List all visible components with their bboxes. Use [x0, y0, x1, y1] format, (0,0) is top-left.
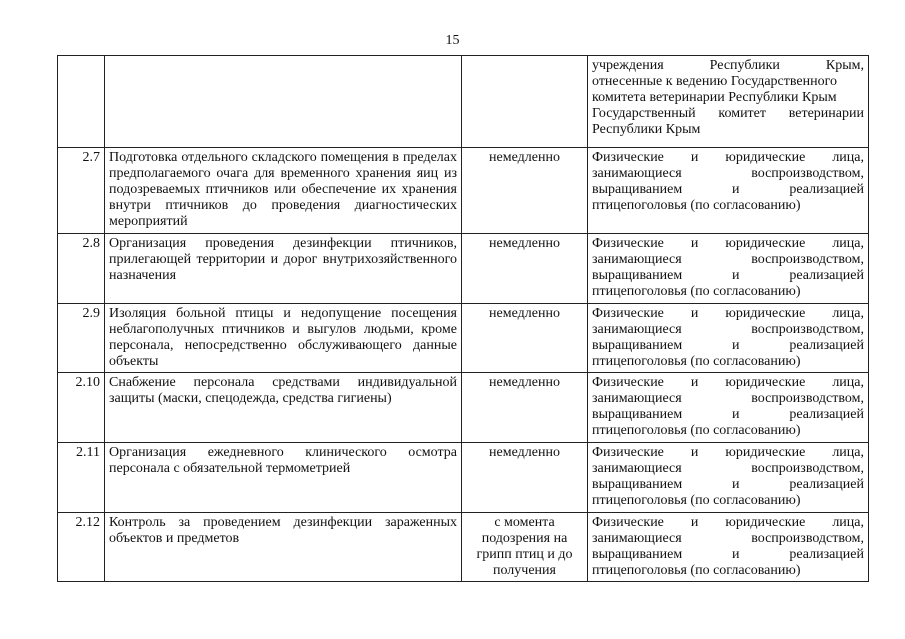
responsible-line: птицепоголовья (по согласованию) [592, 563, 801, 578]
responsible-line: Физические и юридические лица, [592, 515, 864, 530]
responsible-line: Государственный комитет ветеринарии [592, 106, 864, 121]
term-text: немедленно [462, 234, 588, 304]
responsible-line: птицепоголовья (по согласованию) [592, 284, 801, 299]
responsible-text [588, 443, 869, 513]
responsible-line: Республики Крым [592, 122, 701, 137]
responsible-line: выращиванием и реализацией [592, 268, 864, 283]
responsible-line: птицепоголовья (по согласованию) [592, 493, 801, 508]
measure-text: Изоляция больной птицы и недопущение посещения неблагополучных птичников и выгулов людьми, кроме персонала, непосредственно обслуживающего данные объекты [105, 304, 462, 373]
row-number: 2.9 [58, 304, 105, 373]
table-row [58, 373, 869, 443]
table-row [58, 513, 869, 582]
responsible-line: выращиванием и реализацией [592, 182, 864, 197]
responsible-line: выращиванием и реализацией [592, 338, 864, 353]
term-text: с момента подозрения на грипп птиц и до получения [462, 513, 588, 582]
term-text: немедленно [462, 148, 588, 234]
term-text: немедленно [462, 304, 588, 373]
responsible-text [588, 56, 869, 148]
responsible-line: отнесенные к ведению Государственного [592, 74, 837, 89]
page-number: 15 [445, 33, 460, 48]
row-number: 2.10 [58, 373, 105, 443]
row-number: 2.12 [58, 513, 105, 582]
table-row [58, 234, 869, 304]
table-row [58, 443, 869, 513]
responsible-line: учреждения Республики Крым, [592, 58, 864, 73]
responsible-text [588, 513, 869, 582]
responsible-line: занимающиеся воспроизводством, [592, 166, 864, 181]
measure-text: Контроль за проведением дезинфекции зараженных объектов и предметов [105, 513, 462, 582]
responsible-line: Физические и юридические лица, [592, 236, 864, 251]
responsible-line: занимающиеся воспроизводством, [592, 531, 864, 546]
responsible-line: птицепоголовья (по согласованию) [592, 423, 801, 438]
responsible-line: занимающиеся воспроизводством, [592, 322, 864, 337]
responsible-line: птицепоголовья (по согласованию) [592, 354, 801, 369]
table-row [58, 304, 869, 373]
measure-text: Снабжение персонала средствами индивидуальной защиты (маски, спецодежда, средства гигиены) [105, 373, 462, 443]
term-text [462, 56, 588, 148]
responsible-line: комитета ветеринарии Республики Крым [592, 90, 837, 105]
responsible-text [588, 234, 869, 304]
measure-text: Подготовка отдельного складского помещения в пределах предполагаемого очага для временного хранения яиц из подозреваемых птичников или обеспечение их хранения внутри птичников до проведения диагностических мероприятий [105, 148, 462, 234]
responsible-line: птицепоголовья (по согласованию) [592, 198, 801, 213]
responsible-line: выращиванием и реализацией [592, 407, 864, 422]
responsible-line: занимающиеся воспроизводством, [592, 461, 864, 476]
row-number: 2.8 [58, 234, 105, 304]
responsible-line: Физические и юридические лица, [592, 375, 864, 390]
measure-text: Организация ежедневного клинического осмотра персонала с обязательной термометрией [105, 443, 462, 513]
term-text: немедленно [462, 373, 588, 443]
table-row [58, 56, 869, 148]
measure-text [105, 56, 462, 148]
responsible-text [588, 373, 869, 443]
responsible-text [588, 304, 869, 373]
row-number [58, 56, 105, 148]
row-number: 2.7 [58, 148, 105, 234]
responsible-line: Физические и юридические лица, [592, 306, 864, 321]
responsible-line: выращиванием и реализацией [592, 547, 864, 562]
responsible-text [588, 148, 869, 234]
responsible-line: занимающиеся воспроизводством, [592, 391, 864, 406]
measures-table [57, 55, 869, 582]
row-number: 2.11 [58, 443, 105, 513]
responsible-line: выращиванием и реализацией [592, 477, 864, 492]
term-text: немедленно [462, 443, 588, 513]
table-row [58, 148, 869, 234]
responsible-line: занимающиеся воспроизводством, [592, 252, 864, 267]
responsible-line: Физические и юридические лица, [592, 445, 864, 460]
responsible-line: Физические и юридические лица, [592, 150, 864, 165]
measure-text: Организация проведения дезинфекции птичников, прилегающей территории и дорог внутрихозяйственного назначения [105, 234, 462, 304]
